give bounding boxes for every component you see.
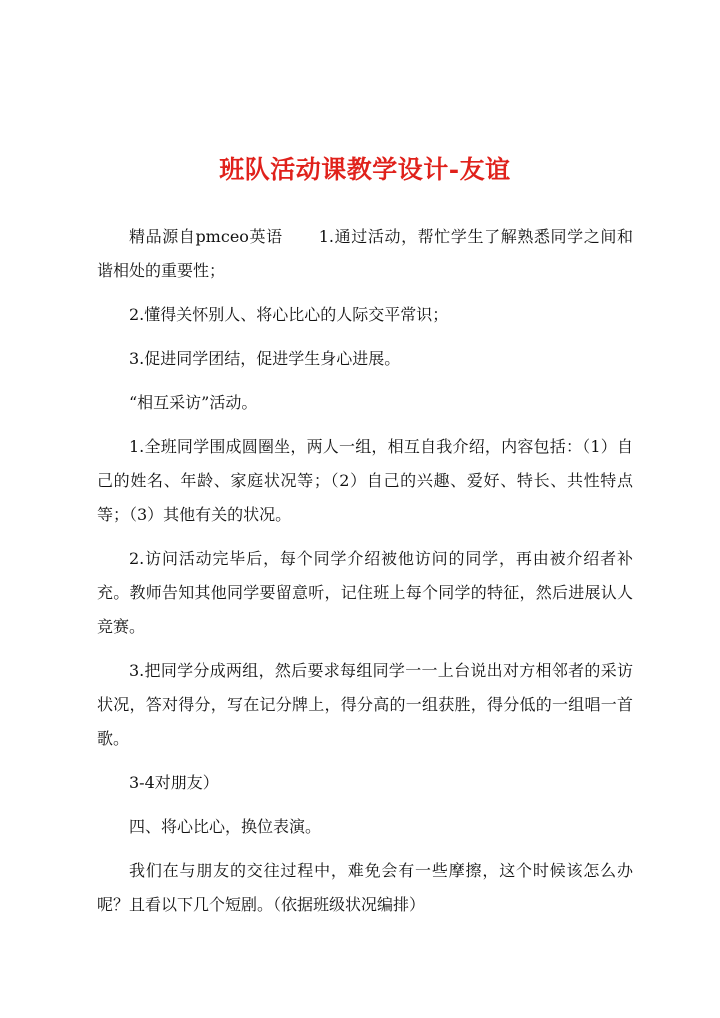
intro-paragraph [97,220,633,288]
intro-text: 1.通过活动，帮忙学生了解熟悉同学之间和谐相处的重要性； [97,227,633,280]
source-note: 精品源自pmceo英语 [129,227,283,246]
paragraph: 3-4对朋友） [129,773,219,792]
document-title: 班队活动课教学设计-友谊 [219,155,511,184]
paragraph: 四、将心比心，换位表演。 [129,817,322,836]
paragraph: 3.促进同学团结，促进学生身心进展。 [129,349,401,368]
paragraph: “相互采访”活动。 [129,393,258,412]
paragraph: 1.全班同学围成圆圈坐，两人一组，相互自我介绍，内容包括：（1）自己的姓名、年龄、家庭状况等；（2）自己的兴趣、爱好、特长、共性特点等；（3）其他有关的状况。 [97,437,633,524]
paragraph: 3.把同学分成两组，然后要求每组同学一一上台说出对方相邻者的采访状况，答对得分，写在记分牌上，得分高的一组获胜，得分低的一组唱一首歌。 [97,661,633,748]
paragraph: 2.懂得关怀别人、将心比心的人际交平常识； [129,305,449,324]
paragraph: 我们在与朋友的交往过程中，难免会有一些摩擦，这个时候该怎么办呢？且看以下几个短剧。（依据班级状况编排） [97,861,633,914]
paragraph: 2.访问活动完毕后，每个同学介绍被他访问的同学，再由被介绍者补充。教师告知其他同学要留意听，记住班上每个同学的特征，然后进展认人竞赛。 [97,549,633,636]
